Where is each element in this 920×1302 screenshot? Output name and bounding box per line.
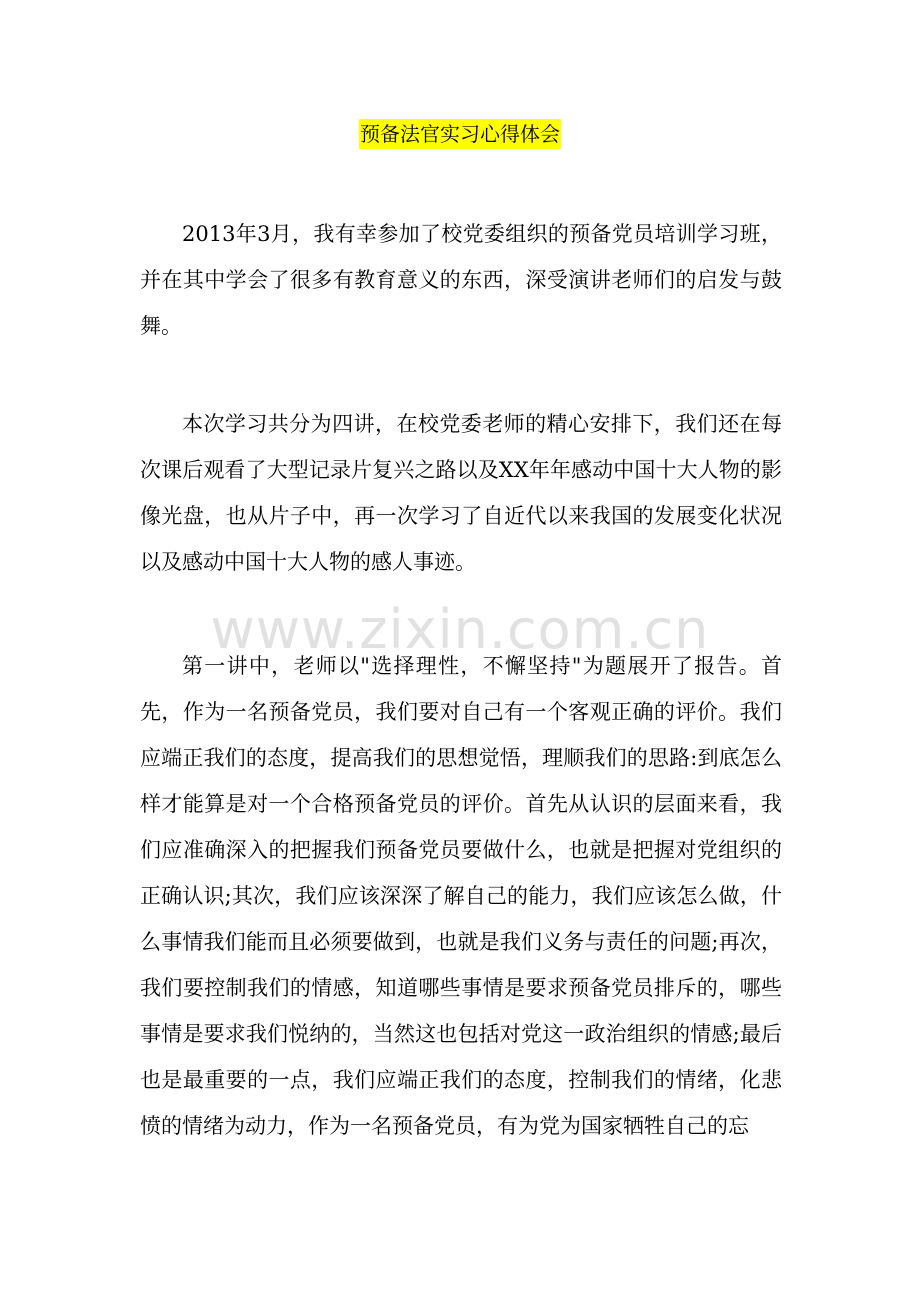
watermark-text: www.zixin.com.cn <box>210 598 710 661</box>
title-wrap <box>0 119 920 149</box>
paragraph-1: 2013年3月，我有幸参加了校党委组织的预备党员培训学习班，并在其中学会了很多有教育意义的东西，深受演讲老师们的启发与鼓舞。 <box>140 222 782 338</box>
paragraph-3: 第一讲中，老师以"选择理性，不懈坚持"为题展开了报告。首先，作为一名预备党员，我们要对自己有一个客观正确的评价。我们应端正我们的态度，提高我们的思想觉悟，理顺我们的思路:到底怎么样才能算是对一个合格预备党员的评价。首先从认识的层面来看，我们应准确深入的把握我们预备党员要做什么，也就是把握对党组织的正确认识;其次，我们应该深深了解自己的能力，我们应该怎么做，什么事情我们能而且必须要做到，也就是我们义务与责任的问题;再次，我们要控制我们的情感，知道哪些事情是要求预备党员排斥的，哪些事情是要求我们悦纳的，当然这也包括对党这一政治组织的情感;最后也是最重要的一点，我们应端正我们的态度，控制我们的情绪，化悲愤的情绪为动力，作为一名预备党员，有为党为国家牺牲自己的忘 <box>140 654 782 1138</box>
paragraph-2: 本次学习共分为四讲，在校党委老师的精心安排下，我们还在每次课后观看了大型记录片复兴之路以及XX年年感动中国十大人物的影像光盘，也从片子中，再一次学习了自近代以来我国的发展变化状况以及感动中国十大人物的感人事迹。 <box>140 412 782 574</box>
document-title: 预备法官实习心得体会 <box>359 119 561 149</box>
